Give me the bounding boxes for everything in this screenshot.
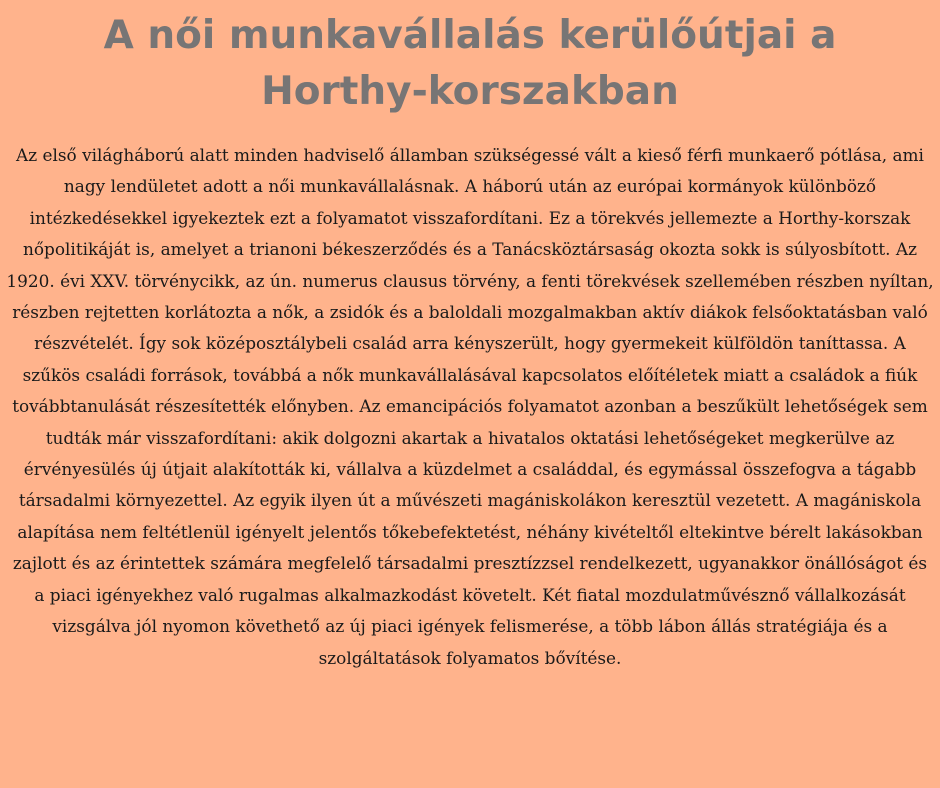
article-title: A női munkavállalás kerülőútjai a Horthy-korszakban <box>103 13 837 114</box>
article-body: Az első világháború alatt minden hadviselő államban szükségessé vált a kieső férfi munkaerő pótlása, ami nagy lendületet adott a női munkavállalásnak. A háború után az európai kormányok különböző intézkedésekkel igyekeztek ezt a folyamatot visszafordítani. Ez a törekvés jellemezte a Horthy-korszak nőpolitikáját is, amelyet a trianoni békeszerződés és a Tanácsköztársaság okozta sokk is súlyosbított. Az 1920. évi XXV. törvénycikk, az ún. numerus clausus törvény, a fenti törekvések szellemében részben nyíltan, részben rejtetten korlátozta a nők, a zsidók és a baloldali mozgalmakban aktív diákok felsőoktatásban való részvételét. Így sok középosztálybeli család arra kényszerült, hogy gyermekeit külföldön taníttassa. A szűkös családi források, továbbá a nők munkavállalásával kapcsolatos előítéletek miatt a családok a fiúk továbbtanulását részesítették előnyben. Az emancipációs folyamatot azonban a beszűkült lehetőségek sem tudták már visszafordítani: akik dolgozni akartak a hivatalos oktatási lehetőségeket megkerülve az érvényesülés új útjait alakították ki, vállalva a küzdelmet a családdal, és egymással összefogva a tágabb társadalmi környezettel. Az egyik ilyen út a művészeti magániskolákon keresztül vezetett. A magániskola alapítása nem feltétlenül igényelt jelentős tőkebefektetést, néhány kivételtől eltekintve bérelt lakásokban zajlott és az érintettek számára megfelelő társadalmi presztízzsel rendelkezett, ugyanakkor önállóságot és a piaci igényekhez való rugalmas alkalmazkodást követelt. Két fiatal mozdulatművésznő vállalkozását vizsgálva jól nyomon követhető az új piaci igények felismerése, a több lábon állás stratégiája és a szolgáltatások folyamatos bővítése. <box>6 145 934 668</box>
